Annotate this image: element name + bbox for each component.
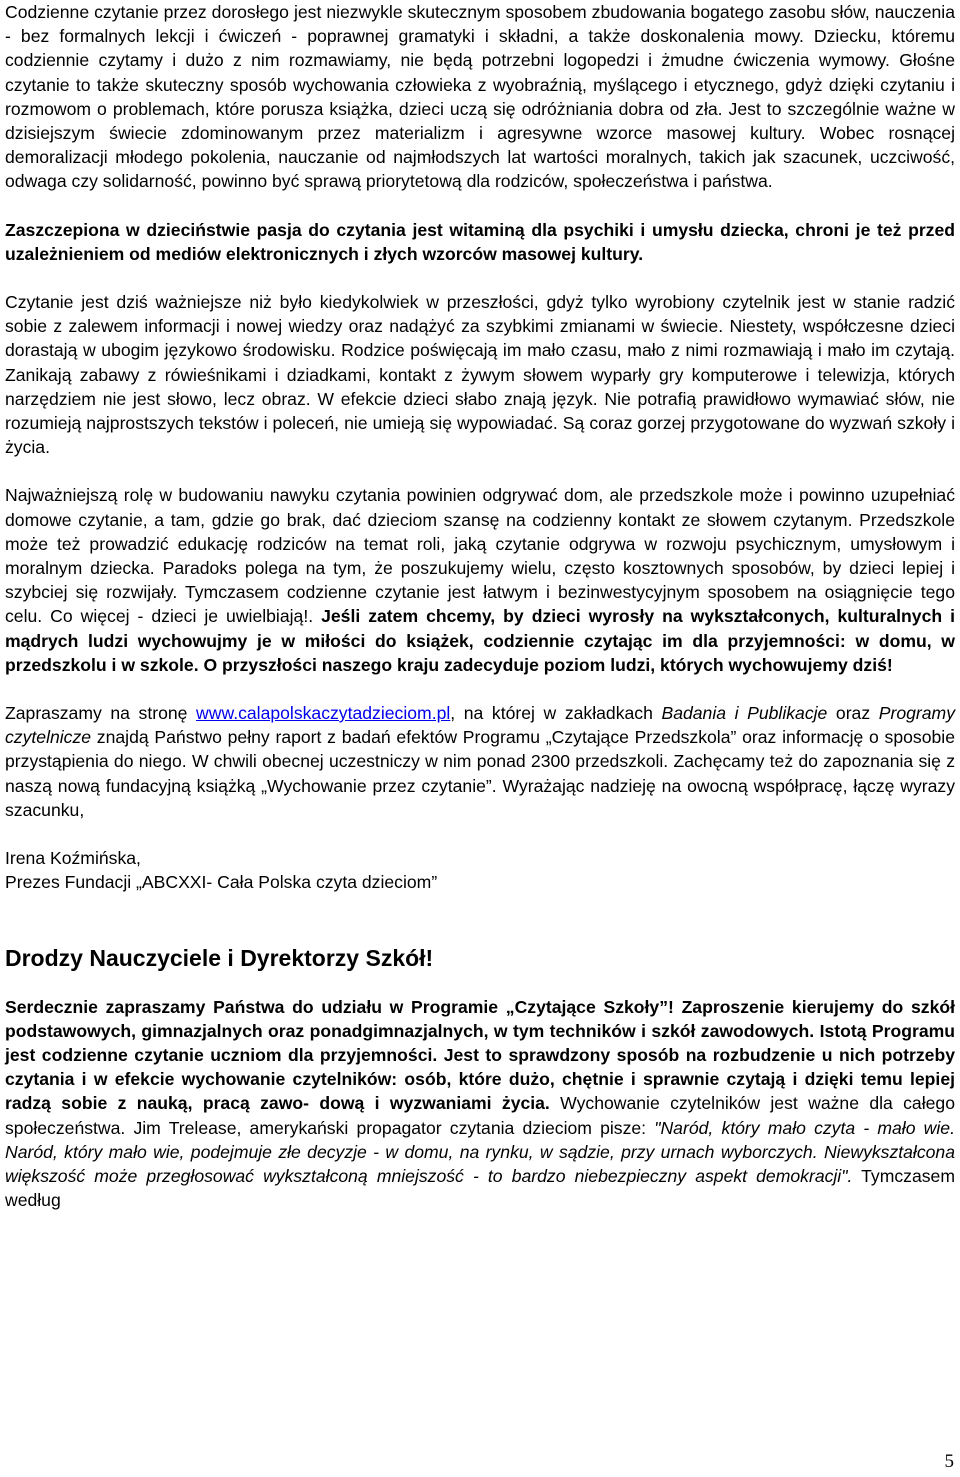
page-number: 5 [944, 1451, 954, 1472]
document-page [5, 0, 955, 1212]
schools-invitation-bold: Serdecznie zapraszamy Państwa do udziału w Programie „Czytające Szkoły”! Zaproszenie kierujemy do szkół podstawowych, gimnazjalnych oraz ponadgimnazjalnych, w tym techników i szkół zawodowych. Istotą Programu jest codzienne czytanie uczniom dla przyjemności. Jest to sprawdzony sposób na rozbudzenie u nich potrzeby czytania i w efekcie wychowanie czytelników: osób, które dużo, chętnie i sprawnie czytają i dzięki temu lepiej radzą sobie z nauką, pracą zawo- dową i wyzwaniami życia. [5, 996, 955, 1114]
paragraph-invitation [5, 701, 955, 822]
spacer [5, 459, 955, 483]
website-link[interactable]: www.calapolskaczytadzieciom.pl [196, 703, 451, 724]
schools-invitation-tail: Tymczasem według [5, 1165, 955, 1211]
trelease-quote: "Naród, który mało czyta - mało wie. Naród, który mało wie, podejmuje złe decyzje - w domu, na rynku, w sądzie, przy urnach wyborczych. Niewykształcona większość może przegłosować wykształconą mniejszość - to bardzo niebezpieczny aspekt demokracji". [5, 1117, 955, 1186]
paragraph-reading-passion: Zaszczepiona w dzieciństwie pasja do czytania jest witaminą dla psychiki i umysłu dziecka, chroni je też przed uzależnieniem od mediów elektronicznych i złych wzorców masowej kultury. [5, 219, 955, 264]
spacer [5, 895, 955, 943]
invitation-text-after-link: , na której w zakładkach [450, 703, 662, 724]
paragraph-home-role-bold: Jeśli zatem chcemy, by dzieci wyrosły na wykształconych, kulturalnych i mądrych ludzi wychowujmy je w miłości do książek, codziennie czytając im dla przyjemności: w domu, w przedszkolu i w szkole. O przyszłości naszego kraju zadecyduje poziom ludzi, których wychowujemy dziś! [5, 606, 955, 675]
invitation-text-start: Zapraszamy na stronę [5, 703, 197, 724]
spacer [5, 677, 955, 701]
paragraph-home-role [5, 483, 955, 677]
section-heading: Drodzy Nauczyciele i Dyrektorzy Szkół! [5, 944, 434, 971]
spacer [5, 194, 955, 218]
signature-name: Irena Koźmińska, [5, 848, 141, 869]
spacer [5, 266, 955, 290]
spacer [5, 822, 955, 846]
spacer [5, 973, 955, 995]
paragraph-reading-importance: Czytanie jest dziś ważniejsze niż było kiedykolwiek w przeszłości, gdyż tylko wyrobiony czytelnik jest w stanie radzić sobie z zalewem informacji i nowej wiedzy oraz nadążyć za szybkimi zmianami w świecie. Niestety, współczesne dzieci dorastają w ubogim językowo środowisku. Rodzice poświęcają im mało czasu, mało z nimi rozmawiają i mało im czytają. Zanikają zabawy z rówieśnikami i dziadkami, kontakt z żywym słowem wyparły gry komputerowe i telewizja, których narzędziem nie jest słowo, lecz obraz. W efekcie dzieci słabo znają język. Nie potrafią prawidłowo wymawiać słów, nie rozumieją najprostszych tekstów i poleceń, nie umieją się wypowiadać. Są coraz gorzej przygotowane do wyzwań szkoły i życia. [5, 292, 955, 458]
tab-name-programs: Programy czytelnicze [5, 703, 955, 748]
paragraph-schools-invitation [5, 995, 955, 1213]
signature-title: Prezes Fundacji „ABCXXI- Cała Polska czyta dzieciom” [5, 872, 438, 893]
tab-name-research: Badania i Publikacje [661, 703, 828, 724]
invitation-text-rest: znajdą Państwo pełny raport z badań efektów Programu „Czytające Przedszkola” oraz informację o sposobie przystąpienia do niego. W chwili obecnej uczestniczy w nim ponad 2300 przedszkoli. Zachęcamy też do zapoznania się z naszą nową fundacyjną książką „Wychowanie przez czytanie”. Wyrażając nadzieję na owocną współpracę, łączę wyrazy szacunku, [5, 727, 955, 820]
schools-invitation-text: Wychowanie czytelników jest ważne dla całego społeczeństwa. Jim Trelease, amerykański propagator czytania dzieciom pisze: [5, 1093, 955, 1138]
invitation-text-mid: oraz [827, 703, 879, 724]
paragraph-reading-benefits: Codzienne czytanie przez dorosłego jest niezwykle skutecznym sposobem zbudowania bogatego zasobu słów, nauczenia - bez formalnych lekcji i ćwiczeń - poprawnej gramatyki i składni, a także doskonalenia mowy. Dziecku, któremu codziennie czytamy i dużo z nim rozmawiamy, nie będą potrzebni logopedzi i żmudne ćwiczenia wymowy. Głośne czytanie to także skuteczny sposób wychowania człowieka z wyobraźnią, myślącego i etycznego, gdyż dzięki czytaniu i rozmowom o problemach, które porusza książka, dzieci uczą się odróżniania dobra od zła. Jest to szczególnie ważne w dzisiejszym świecie zdominowanym przez materializm i agresywne wzorce masowej kultury. Wobec rosnącej demoralizacji młodego pokolenia, nauczanie od najmłodszych lat wartości moralnych, takich jak szacunek, uczciwość, odwaga czy solidarność, powinno być sprawą priorytetową dla rodziców, społeczeństwa i państwa. [5, 2, 955, 192]
paragraph-home-role-text: Najważniejszą rolę w budowaniu nawyku czytania powinien odgrywać dom, ale przedszkole może i powinno uzupełniać domowe czytanie, a tam, gdzie go brak, dać dzieciom szansę na codzienny kontakt ze słowem czytanym. Przedszkole może też prowadzić edukację rodziców na temat roli, jaką czytanie odgrywa w rozwoju psychicznym, umysłowym i moralnym dziecka. Paradoks polega na tym, że poszukujemy wielu, często kosztownych sposobów, by dzieci lepiej i szybciej się rozwijały. Tymczasem codzienne czytanie jest łatwym i bezinwestycyjnym sposobem na osiągnięcie tego celu. Co więcej - dzieci je uwielbiają!. [5, 485, 955, 627]
